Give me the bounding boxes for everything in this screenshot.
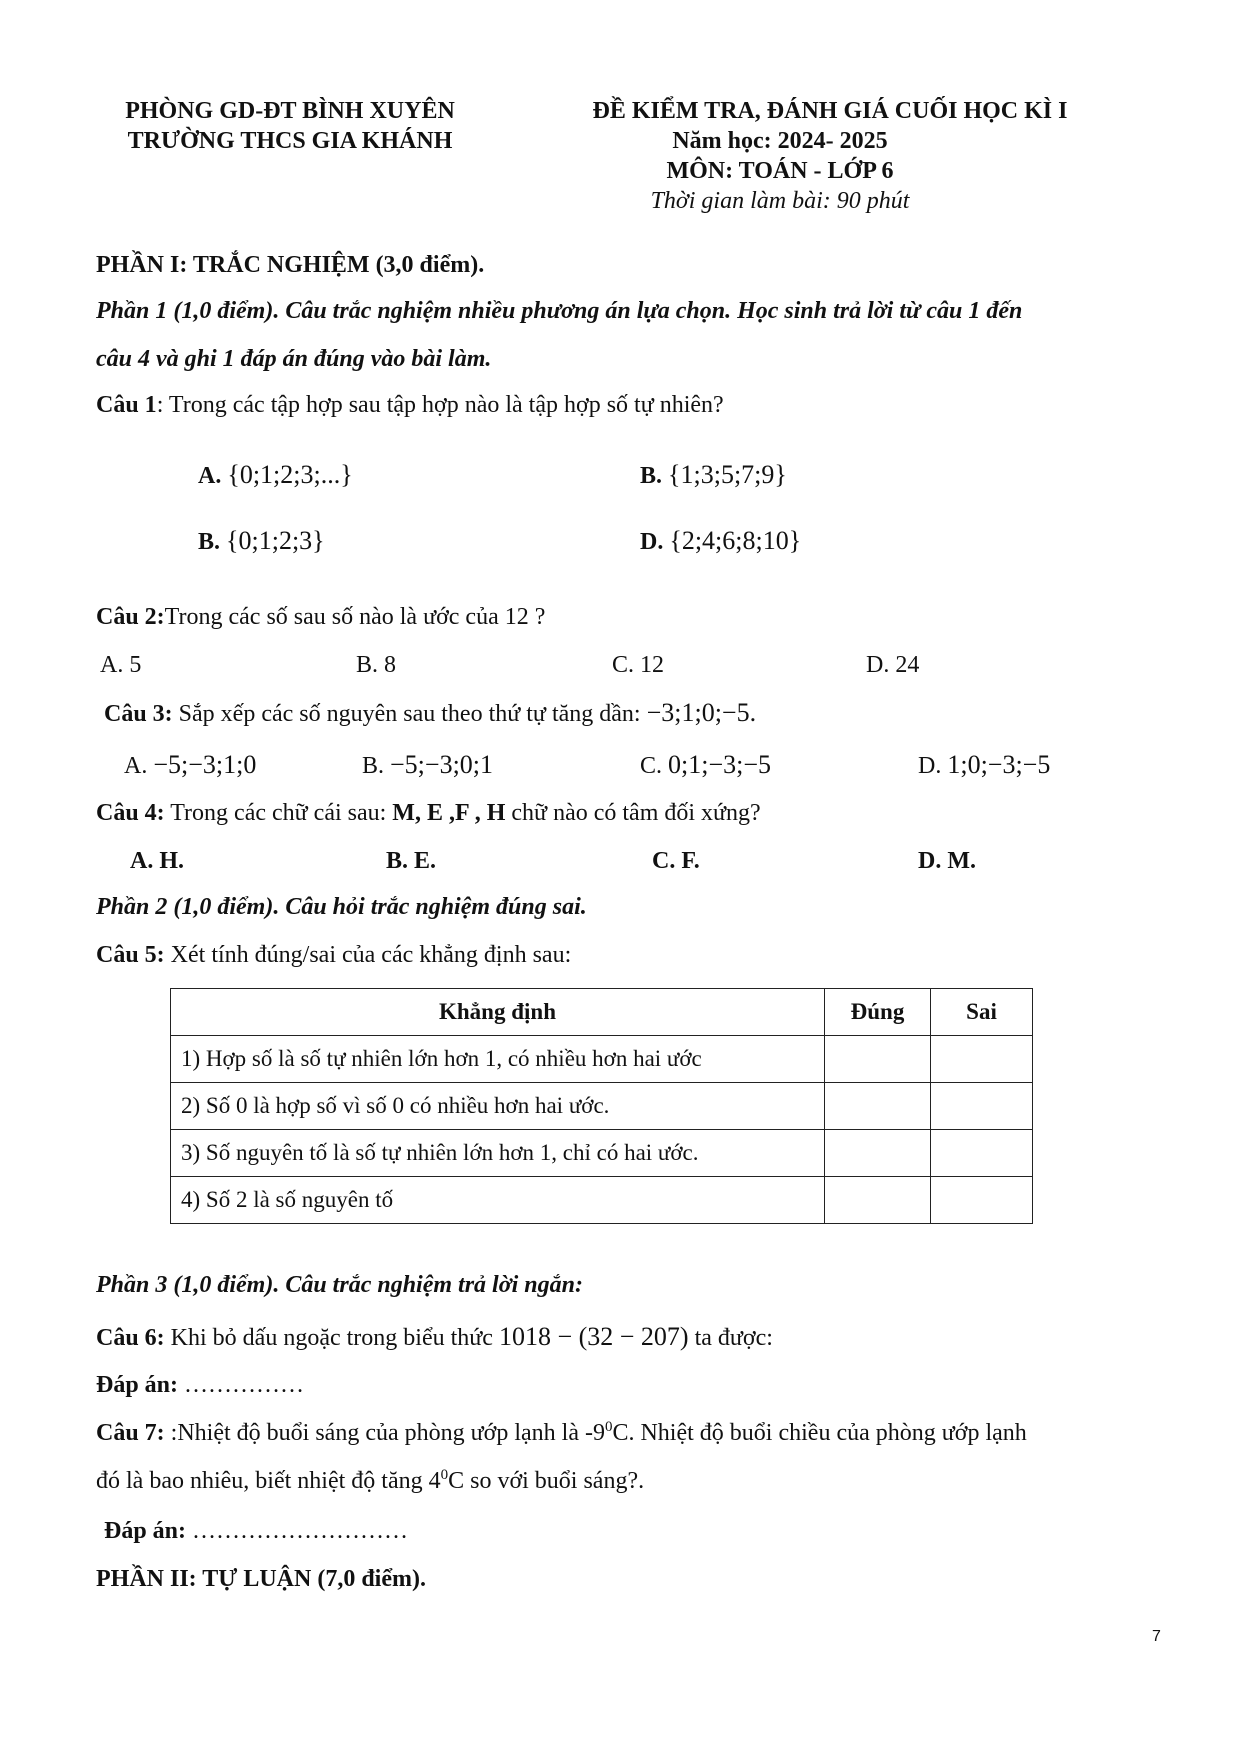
section1-line2: câu 4 và ghi 1 đáp án đúng vào bài làm. (96, 346, 492, 372)
section1-line1: Phần 1 (1,0 điểm). Câu trắc nghiệm nhiều phương án lựa chọn. Học sinh trả lời từ câu 1 đến (96, 298, 1023, 324)
q3-option-c[interactable]: C. 0;1;−3;−5 (640, 750, 772, 779)
q4-option-a[interactable]: A. H. (130, 848, 184, 874)
question-4: Câu 4: Trong các chữ cái sau: M, E ,F , H chữ nào có tâm đối xứng? (96, 800, 761, 826)
question-6-label: Câu 6: (96, 1325, 165, 1351)
question-1-label: Câu 1 (96, 392, 157, 418)
table-header-row (171, 989, 1033, 1036)
q4-option-b[interactable]: B. E. (386, 848, 437, 874)
q2-option-d[interactable]: D. 24 (866, 652, 920, 678)
school-name: TRƯỜNG THCS GIA KHÁNH (127, 128, 453, 154)
question-5-text: Xét tính đúng/sai của các khẳng định sau: (164, 942, 572, 968)
section2-title: Phần 2 (1,0 điểm). Câu hỏi trắc nghiệm đúng sai. (96, 894, 587, 920)
q2-option-b[interactable]: B. 8 (356, 652, 397, 678)
q1-option-a[interactable]: A. {0;1;2;3;...} (198, 460, 353, 489)
question-1-text: : Trong các tập hợp sau tập hợp nào là tập hợp số tự nhiên? (156, 392, 724, 418)
q3-option-a[interactable]: A. −5;−3;1;0 (124, 750, 257, 779)
false-cell-1[interactable] (931, 1036, 1033, 1083)
question-7: Câu 7: :Nhiệt độ buổi sáng của phòng ướp lạnh là $-9^0C$. Nhiệt độ buổi chiều của phòng ướp lạnh (96, 1419, 1027, 1446)
question-1 (96, 392, 724, 419)
question-6: Câu 6: Khi bỏ dấu ngoặc trong biểu thức 1018 − (32 − 207) ta được: (96, 1322, 773, 1351)
question-2 (96, 604, 545, 631)
question-3-label: Câu 3: (104, 701, 173, 727)
question-3-sequence: −3;1;0;−5. (646, 698, 757, 727)
true-false-table (170, 988, 1033, 1224)
q4-option-c[interactable]: C. F. (652, 848, 700, 874)
time-limit: Thời gian làm bài: 90 phút (650, 188, 910, 214)
part2-title: PHẦN II: TỰ LUẬN (7,0 điểm). (96, 1566, 426, 1592)
department-name: PHÒNG GD-ĐT BÌNH XUYÊN (125, 98, 455, 124)
table-row (171, 1083, 1033, 1130)
statement-3: 3) Số nguyên tố là số tự nhiên lớn hơn 1, chỉ có hai ước. (171, 1130, 825, 1177)
true-cell-4[interactable] (825, 1177, 931, 1224)
page-number: 7 (1152, 1628, 1161, 1645)
table-row (171, 1130, 1033, 1177)
header-true: Đúng (825, 989, 931, 1036)
table-row (171, 1036, 1033, 1083)
true-cell-2[interactable] (825, 1083, 931, 1130)
exam-title: ĐỀ KIỂM TRA, ĐÁNH GIÁ CUỐI HỌC KÌ I (592, 98, 1068, 124)
q2-option-a[interactable]: A. 5 (100, 652, 142, 678)
part1-title: PHẦN I: TRẮC NGHIỆM (3,0 điểm). (96, 252, 485, 278)
question-3 (104, 698, 756, 728)
question-4-letters: M, E ,F , H (392, 800, 506, 826)
school-year: Năm học: 2024- 2025 (672, 128, 888, 154)
q7-answer-line[interactable]: Đáp án: ……………………… (104, 1518, 409, 1544)
question-7-label: Câu 7: (96, 1420, 165, 1446)
question-5-label: Câu 5: (96, 942, 165, 968)
question-2-label: Câu 2: (96, 604, 165, 630)
section3-title: Phần 3 (1,0 điểm). Câu trắc nghiệm trả lời ngắn: (96, 1272, 583, 1298)
false-cell-2[interactable] (931, 1083, 1033, 1130)
false-cell-4[interactable] (931, 1177, 1033, 1224)
q1-option-d[interactable]: D. {2;4;6;8;10} (640, 526, 802, 555)
question-5 (96, 942, 571, 969)
statement-2: 2) Số 0 là hợp số vì số 0 có nhiều hơn hai ước. (171, 1083, 825, 1130)
question-7-line2: đó là bao nhiêu, biết nhiệt độ tăng $4^0C$ so với buổi sáng?. (96, 1467, 645, 1494)
q2-option-c[interactable]: C. 12 (612, 652, 665, 678)
table-row (171, 1177, 1033, 1224)
q1-option-c[interactable]: B. {0;1;2;3} (198, 526, 325, 555)
header-statement: Khẳng định (171, 989, 825, 1036)
true-cell-3[interactable] (825, 1130, 931, 1177)
statement-4: 4) Số 2 là số nguyên tố (171, 1177, 825, 1224)
q3-option-d[interactable]: D. 1;0;−3;−5 (918, 750, 1051, 779)
q3-option-b[interactable]: B. −5;−3;0;1 (362, 750, 494, 779)
subject: MÔN: TOÁN - LỚP 6 (666, 158, 894, 184)
q1-option-b[interactable]: B. {1;3;5;7;9} (640, 460, 787, 489)
true-cell-1[interactable] (825, 1036, 931, 1083)
question-4-label: Câu 4: (96, 800, 165, 826)
question-2-text: Trong các số sau số nào là ước của 12 ? (164, 604, 546, 630)
question-3-text: Sắp xếp các số nguyên sau theo thứ tự tăng dần: (172, 701, 647, 727)
question-6-expression: 1018 − (32 − 207) (498, 1322, 689, 1351)
q6-answer-line[interactable]: Đáp án: …………… (96, 1372, 305, 1398)
q4-option-d[interactable]: D. M. (918, 848, 976, 874)
header-false: Sai (931, 989, 1033, 1036)
statement-1: 1) Hợp số là số tự nhiên lớn hơn 1, có nhiều hơn hai ước (171, 1036, 825, 1083)
false-cell-3[interactable] (931, 1130, 1033, 1177)
